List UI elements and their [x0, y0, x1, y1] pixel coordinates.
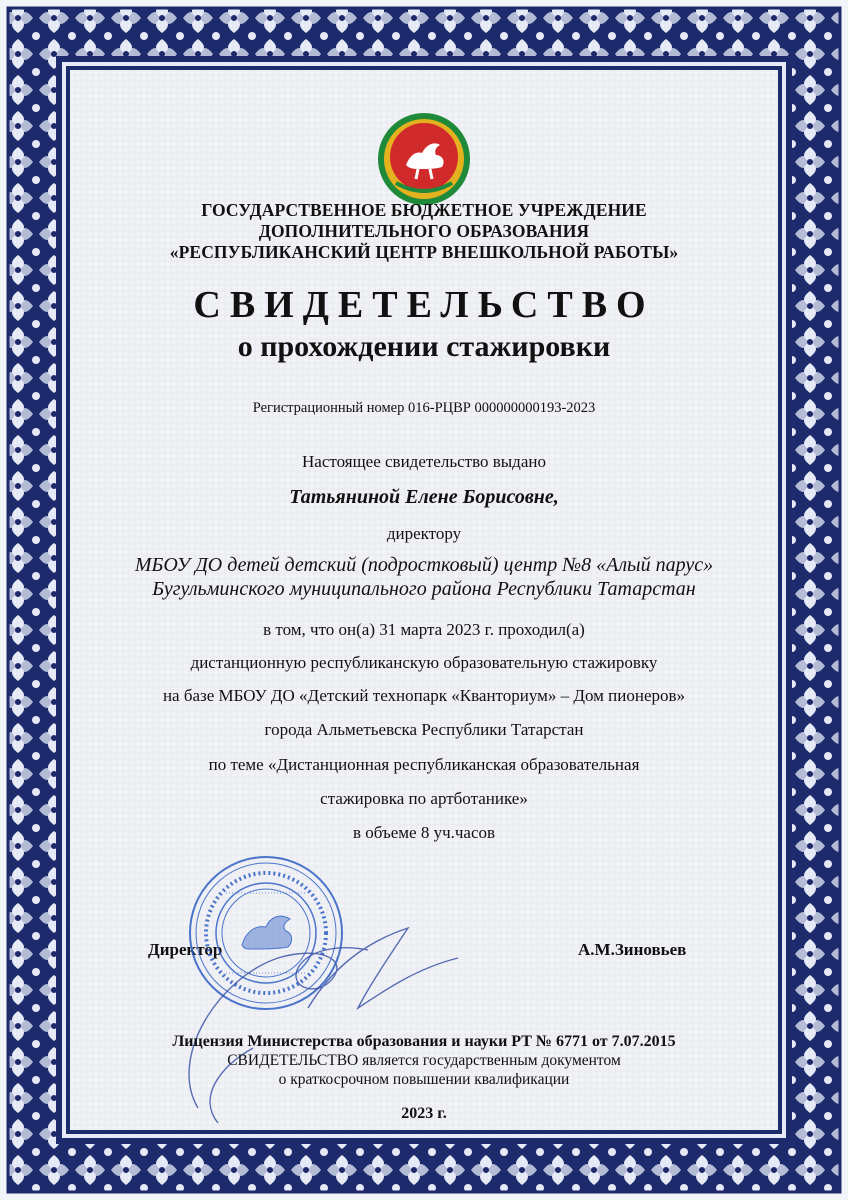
footer-note-2: о краткосрочном повышении квалификации: [278, 1071, 570, 1088]
registration-number: Регистрационный номер 016-РЦВР 000000000193-2023: [252, 400, 596, 416]
body-line-4: города Альметьевска Республики Татарстан: [264, 720, 584, 739]
body-line-7: в объеме 8 уч.часов: [352, 823, 496, 842]
certificate-content: [78, 78, 770, 1122]
org-line-2: ДОПОЛНИТЕЛЬНОГО ОБРАЗОВАНИЯ: [258, 221, 590, 241]
body-line-5: по теме «Дистанционная республиканская образовательная: [208, 755, 640, 774]
issue-year: 2023 г.: [401, 1105, 447, 1122]
body-line-1: в том, что он(а) 31 марта 2023 г. проходил(а): [263, 620, 585, 639]
institution-line-2: Бугульминского муниципального района Республики Татарстан: [152, 578, 696, 600]
signatory-role: Директор: [148, 940, 223, 959]
license-line: Лицензия Министерства образования и науки РТ № 6771 от 7.07.2015: [172, 1033, 676, 1050]
body-line-3: на базе МБОУ ДО «Детский технопарк «Кванториум» – Дом пионеров»: [162, 686, 686, 705]
org-line-1: ГОСУДАРСТВЕННОЕ БЮДЖЕТНОЕ УЧРЕЖДЕНИЕ: [201, 200, 647, 220]
recipient-position: директору: [386, 524, 462, 543]
certificate-title: СВИДЕТЕЛЬСТВО: [193, 284, 655, 326]
tatarstan-coat-of-arms-icon: [376, 111, 472, 207]
handwritten-signature: [158, 898, 478, 1138]
footer-note-1: СВИДЕТЕЛЬСТВО является государственным документом: [227, 1052, 621, 1069]
institution-line-1: МБОУ ДО детей детский (подростковый) центр №8 «Алый парус»: [134, 554, 714, 576]
org-line-3: «РЕСПУБЛИКАНСКИЙ ЦЕНТР ВНЕШКОЛЬНОЙ РАБОТЫ»: [169, 242, 679, 262]
issued-line: Настоящее свидетельство выдано: [302, 452, 546, 471]
body-line-6: стажировка по артботанике»: [320, 789, 528, 808]
signatory-name: А.М.Зиновьев: [578, 940, 687, 959]
certificate-subtitle: о прохождении стажировки: [237, 330, 611, 363]
body-line-2: дистанционную республиканскую образовательную стажировку: [190, 653, 658, 672]
recipient-name: Татьяниной Елене Борисовне,: [289, 486, 559, 508]
